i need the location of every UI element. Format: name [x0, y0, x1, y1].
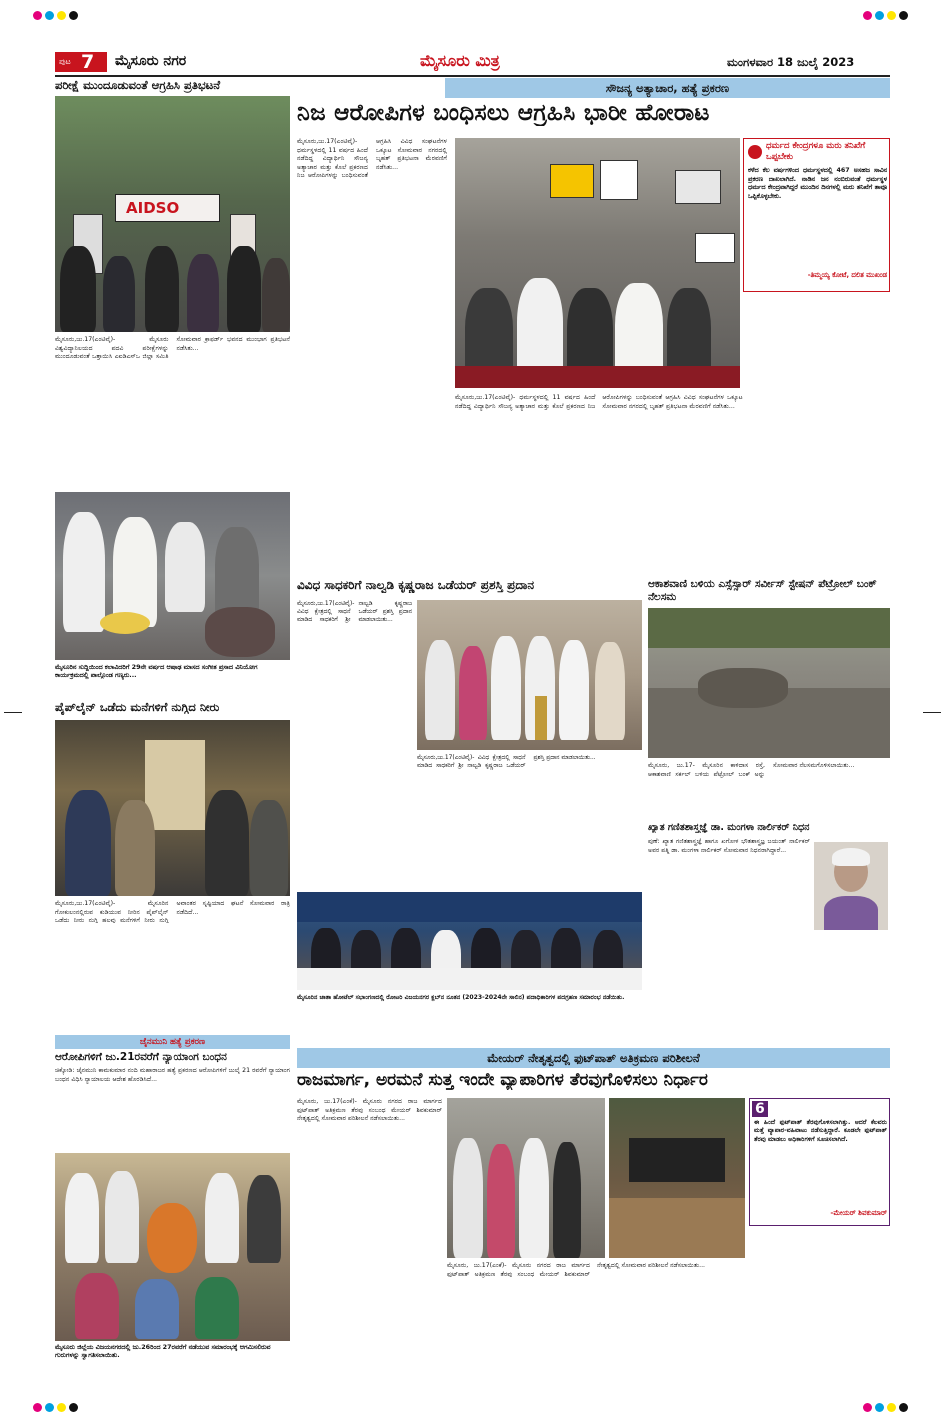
- seated-person: [75, 1273, 119, 1339]
- reg-dot-yellow: [57, 11, 66, 20]
- caption-text: ಮೈಸೂರು ಜಿಲ್ಲೆಯ ವಿಜಯನಗರದಲ್ಲಿ ಜು.26ರಿಂದ 27ರವರೆಗೆ ನಡೆಯುವ ಸಮಾರಂಭಕ್ಕೆ ಆಗಮಿಸಲಿರುವ ಗುರುಗಳನ್ನು ಸ್ವಾಗತಿಸಲಾಯಿತು.: [55, 1343, 271, 1360]
- article-text: ಮೈಸೂರು,ಜು.17(ಎಂಟಿವೈ)- ವಿವಿಧ ಕ್ಷೇತ್ರದಲ್ಲಿ ಸಾಧನೆ ಮಾಡಿದ ಸಾಧಕರಿಗೆ ಶ್ರೀ ನಾಲ್ವಡಿ ಕೃಷ್ಣರಾಜ ಒಡೆಯರ್ ಪ್ರಶಸ್ತಿ ಪ್ರದಾನ ಮಾಡಲಾಯಿತು...: [297, 601, 412, 624]
- person: [595, 642, 625, 740]
- placard: [695, 233, 735, 263]
- article-body: [297, 1098, 442, 1388]
- seated-person: [195, 1277, 239, 1339]
- headline: ವಿವಿಧ ಸಾಧಕರಿಗೆ ನಾಲ್ವಡಿ ಕೃಷ್ಣರಾಜ ಒಡೆಯರ್ ಪ್ರಶಸ್ತಿ ಪ್ರದಾನ: [297, 578, 535, 592]
- story-music-prasada: [55, 492, 290, 697]
- article-text: ಮೈಸೂರು, ಜು.17(ಎಂಕೆ)- ಮೈಸೂರು ನಗರದ ರಾಜ ಮಾರ್ಗದ ಫುಟ್‌ಪಾತ್ ಅತಿಕ್ರಮಣ ತೆರವು ಸಂಬಂಧ ಮೇಯರ್ ಶಿವಕುಮಾರ್ ನೇತೃತ್ವದಲ್ಲಿ ಸೋಮವಾರ ಪರಿಶೀಲನೆ ನಡೆಸಲಾಯಿತು...: [297, 1098, 442, 1123]
- article-body: [297, 600, 412, 890]
- section-title: ಮೈಸೂರು ನಗರ: [115, 53, 187, 69]
- banner-cloth: [455, 366, 740, 388]
- stage-banner: [297, 892, 642, 922]
- caption-text: ಮೈಸೂರಿನ ಸುದ್ದಿಯಿಂದ ಕಲಾವಿದರಿಗೆ 29ನೇ ವರ್ಷದ ಆಷಾಢ ಮಾಸದ ಸಂಗೀತ ಪ್ರಸಾದ ವಿನಿಯೋಗ ಕಾರ್ಯಕ್ರಮದಲ್ಲಿ ಪಾಲ್ಗೊಂಡ ಗಣ್ಯರು...: [55, 663, 258, 680]
- person: [105, 1171, 139, 1263]
- reg-dot-cyan: [875, 1403, 884, 1412]
- article-body: [55, 900, 290, 1030]
- photo-prasada: [55, 492, 290, 660]
- reg-dot-magenta: [863, 1403, 872, 1412]
- photo-award-ceremony: [417, 600, 642, 750]
- reg-dot-cyan: [45, 11, 54, 20]
- article-text: ಪುಣೆ: ಖ್ಯಾತ ಗಣಿತಶಾಸ್ತ್ರಜ್ಞೆ ಹಾಗೂ ಖಗೋಳ ಭೌತಶಾಸ್ತ್ರಜ್ಞ ಜಯಂತ್ ನಾರ್ಲಿಕರ್ ಅವರ ಪತ್ನಿ ಡಾ. ಮಂಗಳಾ ನಾರ್ಲಿಕರ್ ಸೋಮವಾರ ನಿಧನರಾಗಿದ್ದಾರೆ...: [648, 838, 810, 854]
- protester: [145, 246, 179, 332]
- article-body-continued: [455, 394, 890, 574]
- story-petrol-bunk: [648, 578, 890, 818]
- headline: ನಿಜ ಆರೋಪಿಗಳ ಬಂಧಿಸಲು ಆಗ್ರಹಿಸಿ ಭಾರೀ ಹೋರಾಟ: [297, 100, 710, 126]
- story-award: [297, 578, 642, 1044]
- article-text: ಮೈಸೂರು,ಜು.17(ಎಂಟಿವೈ)- ವಿವಿಧ ಕ್ಷೇತ್ರದಲ್ಲಿ ಸಾಧನೆ ಮಾಡಿದ ಸಾಧಕರಿಗೆ ಶ್ರೀ ನಾಲ್ವಡಿ ಕೃಷ್ಣರಾಜ ಒಡೆಯರ್ ಪ್ರಶಸ್ತಿ ಪ್ರದಾನ ಮಾಡಲಾಯಿತು...: [417, 755, 596, 770]
- reg-dot-black: [69, 1403, 78, 1412]
- reg-dot-black: [69, 11, 78, 20]
- portrait-hair: [832, 848, 870, 866]
- article-body: [55, 336, 290, 490]
- kicker-band: [297, 1048, 890, 1068]
- seer: [147, 1203, 197, 1273]
- sidebox-dot: [748, 145, 762, 159]
- person: [165, 522, 205, 612]
- story-soujanya: [297, 78, 890, 574]
- stall-cover: [629, 1138, 725, 1182]
- photo-rotary-installation: [297, 892, 642, 990]
- caption-text: ಮೈಸೂರಿನ ಜಾತಾ ಹೋಟೆಲ್ ಸಭಾಂಗಣದಲ್ಲಿ ರೋಟರಿ ವಿಜಯನಗರ ಕ್ಲಬ್‌ನ ನೂತನ (2023-2024ನೇ ಸಾಲಿನ) ಪದಾಧಿಕಾರಿಗಳ ಪದಗ್ರಹಣ ಸಮಾರಂಭ ನಡೆಯಿತು.: [297, 994, 625, 1001]
- caption: [55, 663, 290, 697]
- photo-portrait: [814, 842, 888, 930]
- reg-dot-magenta: [863, 11, 872, 20]
- article-text: ಮೈಸೂರು,ಜು.17(ಎಂಟಿವೈ)- ಧರ್ಮಸ್ಥಳದಲ್ಲಿ 11 ವರ್ಷದ ಹಿಂದೆ ನಡೆದಿದ್ದ ವಿದ್ಯಾರ್ಥಿನಿ ಸೌಜನ್ಯ ಅತ್ಯಾಚಾರ ಮತ್ತು ಕೊಲೆ ಪ್ರಕರಣದ ನಿಜ ಆರೋಪಿಗಳನ್ನು ಬಂಧಿಸುವಂತೆ ಆಗ್ರಹಿಸಿ ವಿವಿಧ ಸಂಘಟನೆಗಳ ಒಕ್ಕೂಟ ಸೋಮವಾರ ನಗರದಲ್ಲಿ ಬೃಹತ್ ಪ್ರತಿಭಟನಾ ಮೆರವಣಿಗೆ ನಡೆಸಿತು...: [455, 394, 743, 410]
- photo-march: [455, 138, 740, 388]
- story-exam-protest: [55, 78, 290, 490]
- registration-marks-top: [25, 10, 920, 22]
- registration-marks-bottom: [25, 1402, 920, 1414]
- masthead: [55, 50, 890, 74]
- headline: ಪೈಪ್‌ಲೈನ್ ಒಡೆದು ಮನೆಗಳಿಗೆ ನುಗ್ಗಿದ ನೀರು: [55, 700, 220, 714]
- caption: [297, 994, 642, 1044]
- placard: [675, 170, 721, 204]
- placard: [550, 164, 594, 198]
- article-text: ಮೈಸೂರು,ಜು.17(ಎಂಟಿವೈ)- ಮೈಸೂರಿನ ಗೋಕುಲಂನಲ್ಲಿರುವ ಕುಡಿಯುವ ನೀರಿನ ಪೈಪ್‌ಲೈನ್ ಒಡೆದು ನೀರು ನುಗ್ಗಿ ಹಲವು ಮನೆಗಳಿಗೆ ನೀರು ನುಗ್ಗಿ ಅವಾಂತರ ಸೃಷ್ಟಿಯಾದ ಘಟನೆ ಸೋಮವಾರ ರಾತ್ರಿ ನಡೆದಿದೆ...: [55, 900, 290, 925]
- article-text: ಮೈಸೂರು, ಜು.17- ಮೈಸೂರಿನ ಕಾಳಿದಾಸ ರಸ್ತೆ, ಆಕಾಶವಾಣಿ ಸರ್ಕಲ್ ಬಳಿಯ ಪೆಟ್ರೋಲ್ ಬಂಕ್ ಅನ್ನು ಸೋಮವಾರ ನೆಲಸಮಗೊಳಿಸಲಾಯಿತು...: [648, 762, 855, 778]
- person: [487, 1144, 515, 1258]
- article-body: [55, 1067, 290, 1149]
- lamp: [535, 696, 547, 740]
- story-obituary: [648, 822, 890, 1044]
- person: [63, 512, 105, 632]
- masthead-rule: [55, 75, 890, 77]
- person: [115, 800, 155, 896]
- person: [247, 1175, 281, 1263]
- protester: [262, 258, 290, 332]
- person: [250, 800, 288, 896]
- photo-seer-meeting: [55, 1153, 290, 1341]
- protester: [103, 256, 135, 332]
- seated-person: [135, 1279, 179, 1339]
- placard: [600, 160, 638, 200]
- rubble-pile: [698, 668, 788, 708]
- person: [65, 790, 111, 896]
- reg-dot-yellow: [57, 1403, 66, 1412]
- doorway: [145, 740, 205, 830]
- protester: [60, 246, 96, 332]
- article-text: ಚಿಕ್ಕೋಡಿ: ಜೈನಮುನಿ ಕಾಮಕುಮಾರ ನಂದಿ ಮಹಾರಾಜರ ಹತ್ಯೆ ಪ್ರಕರಣದ ಆರೋಪಿಗಳಿಗೆ ಜುಲೈ 21 ರವರೆಗೆ ನ್ಯಾಯಾಂಗ ಬಂಧನ ವಿಧಿಸಿ ನ್ಯಾಯಾಲಯ ಆದೇಶ ಹೊರಡಿಸಿದೆ...: [55, 1067, 290, 1083]
- photo-footpath-stalls: [609, 1098, 745, 1258]
- story-jain-monk: [55, 1035, 290, 1387]
- person: [425, 640, 455, 740]
- reg-dot-yellow: [887, 1403, 896, 1412]
- headline: ಖ್ಯಾತ ಗಣಿತಶಾಸ್ತ್ರಜ್ಞೆ ಡಾ. ಮಂಗಳಾ ನಾರ್ಲಿಕರ್ ನಿಧನ: [648, 822, 810, 833]
- article-body: [648, 838, 810, 1044]
- person: [491, 636, 521, 740]
- person: [553, 1142, 581, 1258]
- protest-banner: [115, 194, 220, 222]
- reg-dot-magenta: [33, 1403, 42, 1412]
- table: [297, 968, 642, 990]
- quote-text: ಈ ಹಿಂದೆ ಫುಟ್‌ಪಾತ್ ತೆರವುಗೊಳಿಸಲಾಗಿತ್ತು. ಆದರೆ ಕೆಲವರು ಮತ್ತೆ ವ್ಯಾಪಾರ-ವಹಿವಾಟು ನಡೆಸುತ್ತಿದ್ದಾರೆ. ಕೂಡಲೇ ಫುಟ್‌ಪಾತ್ ತೆರವು ಮಾಡಲು ಅಧಿಕಾರಿಗಳಿಗೆ ಸೂಚಿಸಲಾಗಿದೆ.: [754, 1119, 887, 1143]
- sidebox-byline: -ತಿಮ್ಮಯ್ಯ ಕೋಟೆ, ದಲಿತ ಮುಖಂಡ: [807, 271, 887, 279]
- reg-dot-magenta: [33, 11, 42, 20]
- photo-flooded-house: [55, 720, 290, 896]
- reg-dot-cyan: [45, 1403, 54, 1412]
- paper-name: ಮೈಸೂರು ಮಿತ್ರ: [420, 51, 500, 70]
- protester: [187, 254, 219, 332]
- quote-number-icon: 6: [752, 1101, 768, 1117]
- sidebox-title: ಧರ್ಮದ ಕೇಂದ್ರಗಳೂ ಮರು ತನಿಖೆಗೆ ಒಪ್ಪಬೇಕು: [766, 141, 866, 162]
- food-plate: [100, 612, 150, 634]
- seated-child: [205, 607, 275, 657]
- person: [459, 646, 487, 740]
- kicker-band: [55, 1035, 290, 1049]
- page-label: ಪುಟ: [59, 57, 71, 66]
- photo-protest: [55, 96, 290, 332]
- article-body: [297, 138, 447, 574]
- reg-dot-black: [899, 1403, 908, 1412]
- goods: [609, 1198, 745, 1258]
- headline: ಆರೋಪಿಗಳಿಗೆ ಜು.21ರವರೆಗೆ ನ್ಯಾಯಾಂಗ ಬಂಧನ: [55, 1051, 227, 1063]
- reg-dot-yellow: [887, 11, 896, 20]
- headline: ಆಕಾಶವಾಣಿ ಬಳಿಯ ಎಸ್ಸೆಸ್ಸಾರ್ ಸರ್ವೀಸ್ ಸ್ಟೇಷನ್ ಪೆಟ್ರೋಲ್ ಬಂಕ್ ನೆಲಸಮ: [648, 578, 877, 603]
- trees: [648, 608, 890, 648]
- kicker: ಮೇಯರ್ ನೇತೃತ್ವದಲ್ಲಿ ಫುಟ್‌ಪಾತ್ ಅತಿಕ್ರಮಣ ಪರಿಶೀಲನೆ: [487, 1050, 700, 1065]
- headline: ಪರೀಕ್ಷೆ ಮುಂದೂಡುವಂತೆ ಆಗ್ರಹಿಸಿ ಪ್ರತಿಭಟನೆ: [55, 78, 221, 92]
- kicker: ಸೌಜನ್ಯ ಅತ್ಯಾಚಾರ, ಹತ್ಯೆ ಪ್ರಕರಣ: [605, 80, 730, 95]
- sidebox: [743, 138, 890, 292]
- article-body-continued: [447, 1262, 890, 1388]
- banner-text: AIDSO: [126, 199, 180, 217]
- person: [453, 1138, 483, 1258]
- person: [205, 1173, 239, 1263]
- quote-byline: -ಮೇಯರ್ ಶಿವಕುಮಾರ್: [830, 1209, 887, 1217]
- reg-dot-black: [899, 11, 908, 20]
- protester: [227, 246, 261, 332]
- reg-dot-cyan: [875, 11, 884, 20]
- article-text: ಮೈಸೂರು, ಜು.17(ಎಂಕೆ)- ಮೈಸೂರು ನಗರದ ರಾಜ ಮಾರ್ಗದ ಫುಟ್‌ಪಾತ್ ಅತಿಕ್ರಮಣ ತೆರವು ಸಂಬಂಧ ಮೇಯರ್ ಶಿವಕುಮಾರ್ ನೇತೃತ್ವದಲ್ಲಿ ಸೋಮವಾರ ಪರಿಶೀಲನೆ ನಡೆಸಲಾಯಿತು...: [447, 1262, 706, 1278]
- trim-mark-right: [923, 712, 941, 713]
- person: [559, 640, 589, 740]
- article-body-continued: [417, 754, 642, 890]
- caption: [55, 1343, 290, 1387]
- person: [519, 1138, 549, 1258]
- issue-date: ಮಂಗಳವಾರ 18 ಜುಲೈ 2023: [727, 55, 855, 69]
- page-number: 7: [81, 52, 95, 72]
- kicker: ಜೈನಮುನಿ ಹತ್ಯೆ ಪ್ರಕರಣ: [139, 1037, 206, 1047]
- person: [65, 1173, 99, 1263]
- article-body: [648, 762, 890, 818]
- photo-inspection: [447, 1098, 605, 1258]
- story-footpath: [297, 1048, 890, 1388]
- article-text: ಮೈಸೂರು,ಜು.17(ಎಂಟಿವೈ)- ಧರ್ಮಸ್ಥಳದಲ್ಲಿ 11 ವರ್ಷದ ಹಿಂದೆ ನಡೆದಿದ್ದ ವಿದ್ಯಾರ್ಥಿನಿ ಸೌಜನ್ಯ ಅತ್ಯಾಚಾರ ಮತ್ತು ಕೊಲೆ ಪ್ರಕರಣದ ನಿಜ ಆರೋಪಿಗಳನ್ನು ಬಂಧಿಸುವಂತೆ ಆಗ್ರಹಿಸಿ ವಿವಿಧ ಸಂಘಟನೆಗಳ ಒಕ್ಕೂಟ ಸೋಮವಾರ ನಗರದಲ್ಲಿ ಬೃಹತ್ ಪ್ರತಿಭಟನಾ ಮೆರವಣಿಗೆ ನಡೆಸಿತು...: [297, 138, 447, 180]
- portrait-body: [824, 896, 878, 930]
- article-text: ಮೈಸೂರು,ಜು.17(ಎಂಟಿವೈ)- ಮೈಸೂರು ವಿಶ್ವವಿದ್ಯಾನಿಲಯದ ಪದವಿ ಪರೀಕ್ಷೆಗಳನ್ನು ಮುಂದೂಡುವಂತೆ ಒತ್ತಾಯಿಸಿ ಎಐಡಿಎಸ್‌ಒ ಜಿಲ್ಲಾ ಸಮಿತಿ ಸೋಮವಾರ ಕ್ರಾಫರ್ಡ್ ಭವನದ ಮುಂಭಾಗ ಪ್ರತಿಭಟನೆ ನಡೆಸಿತು...: [55, 336, 290, 361]
- photo-demolition-site: [648, 608, 890, 758]
- kicker-band: [445, 78, 890, 98]
- story-pipeline: [55, 700, 290, 1030]
- trim-mark-left: [4, 712, 22, 713]
- person: [113, 517, 157, 627]
- page-label-box: [55, 52, 107, 72]
- mayor-quote: [749, 1098, 890, 1226]
- sidebox-body: ಕಳೆದ ಕೆಲ ವರ್ಷಗಳಿಂದ ಧರ್ಮಸ್ಥಳದಲ್ಲಿ 467 ಅಸಹಜ ಸಾವಿನ ಪ್ರಕರಣ ದಾಖಲಾಗಿದೆ. ನಾಡಿನ ಜನ ನಂಬಿರುವಂತೆ ಧರ್ಮಸ್ಥಳ ಧರ್ಮದ ಕೇಂದ್ರವಾಗಿದ್ದರೆ ಮುಂದಿನ ದಿನಗಳಲ್ಲಿ ಮರು ತನಿಖೆಗೆ ತಾವೂ ಒಪ್ಪಿಕೊಳ್ಳಬೇಕು.: [748, 167, 887, 200]
- headline: ರಾಜಮಾರ್ಗ, ಅರಮನೆ ಸುತ್ತ ಇಂದೇ ವ್ಯಾಪಾರಿಗಳ ತೆರವುಗೊಳಿಸಲು ನಿರ್ಧಾರ: [297, 1070, 708, 1090]
- person: [205, 790, 249, 896]
